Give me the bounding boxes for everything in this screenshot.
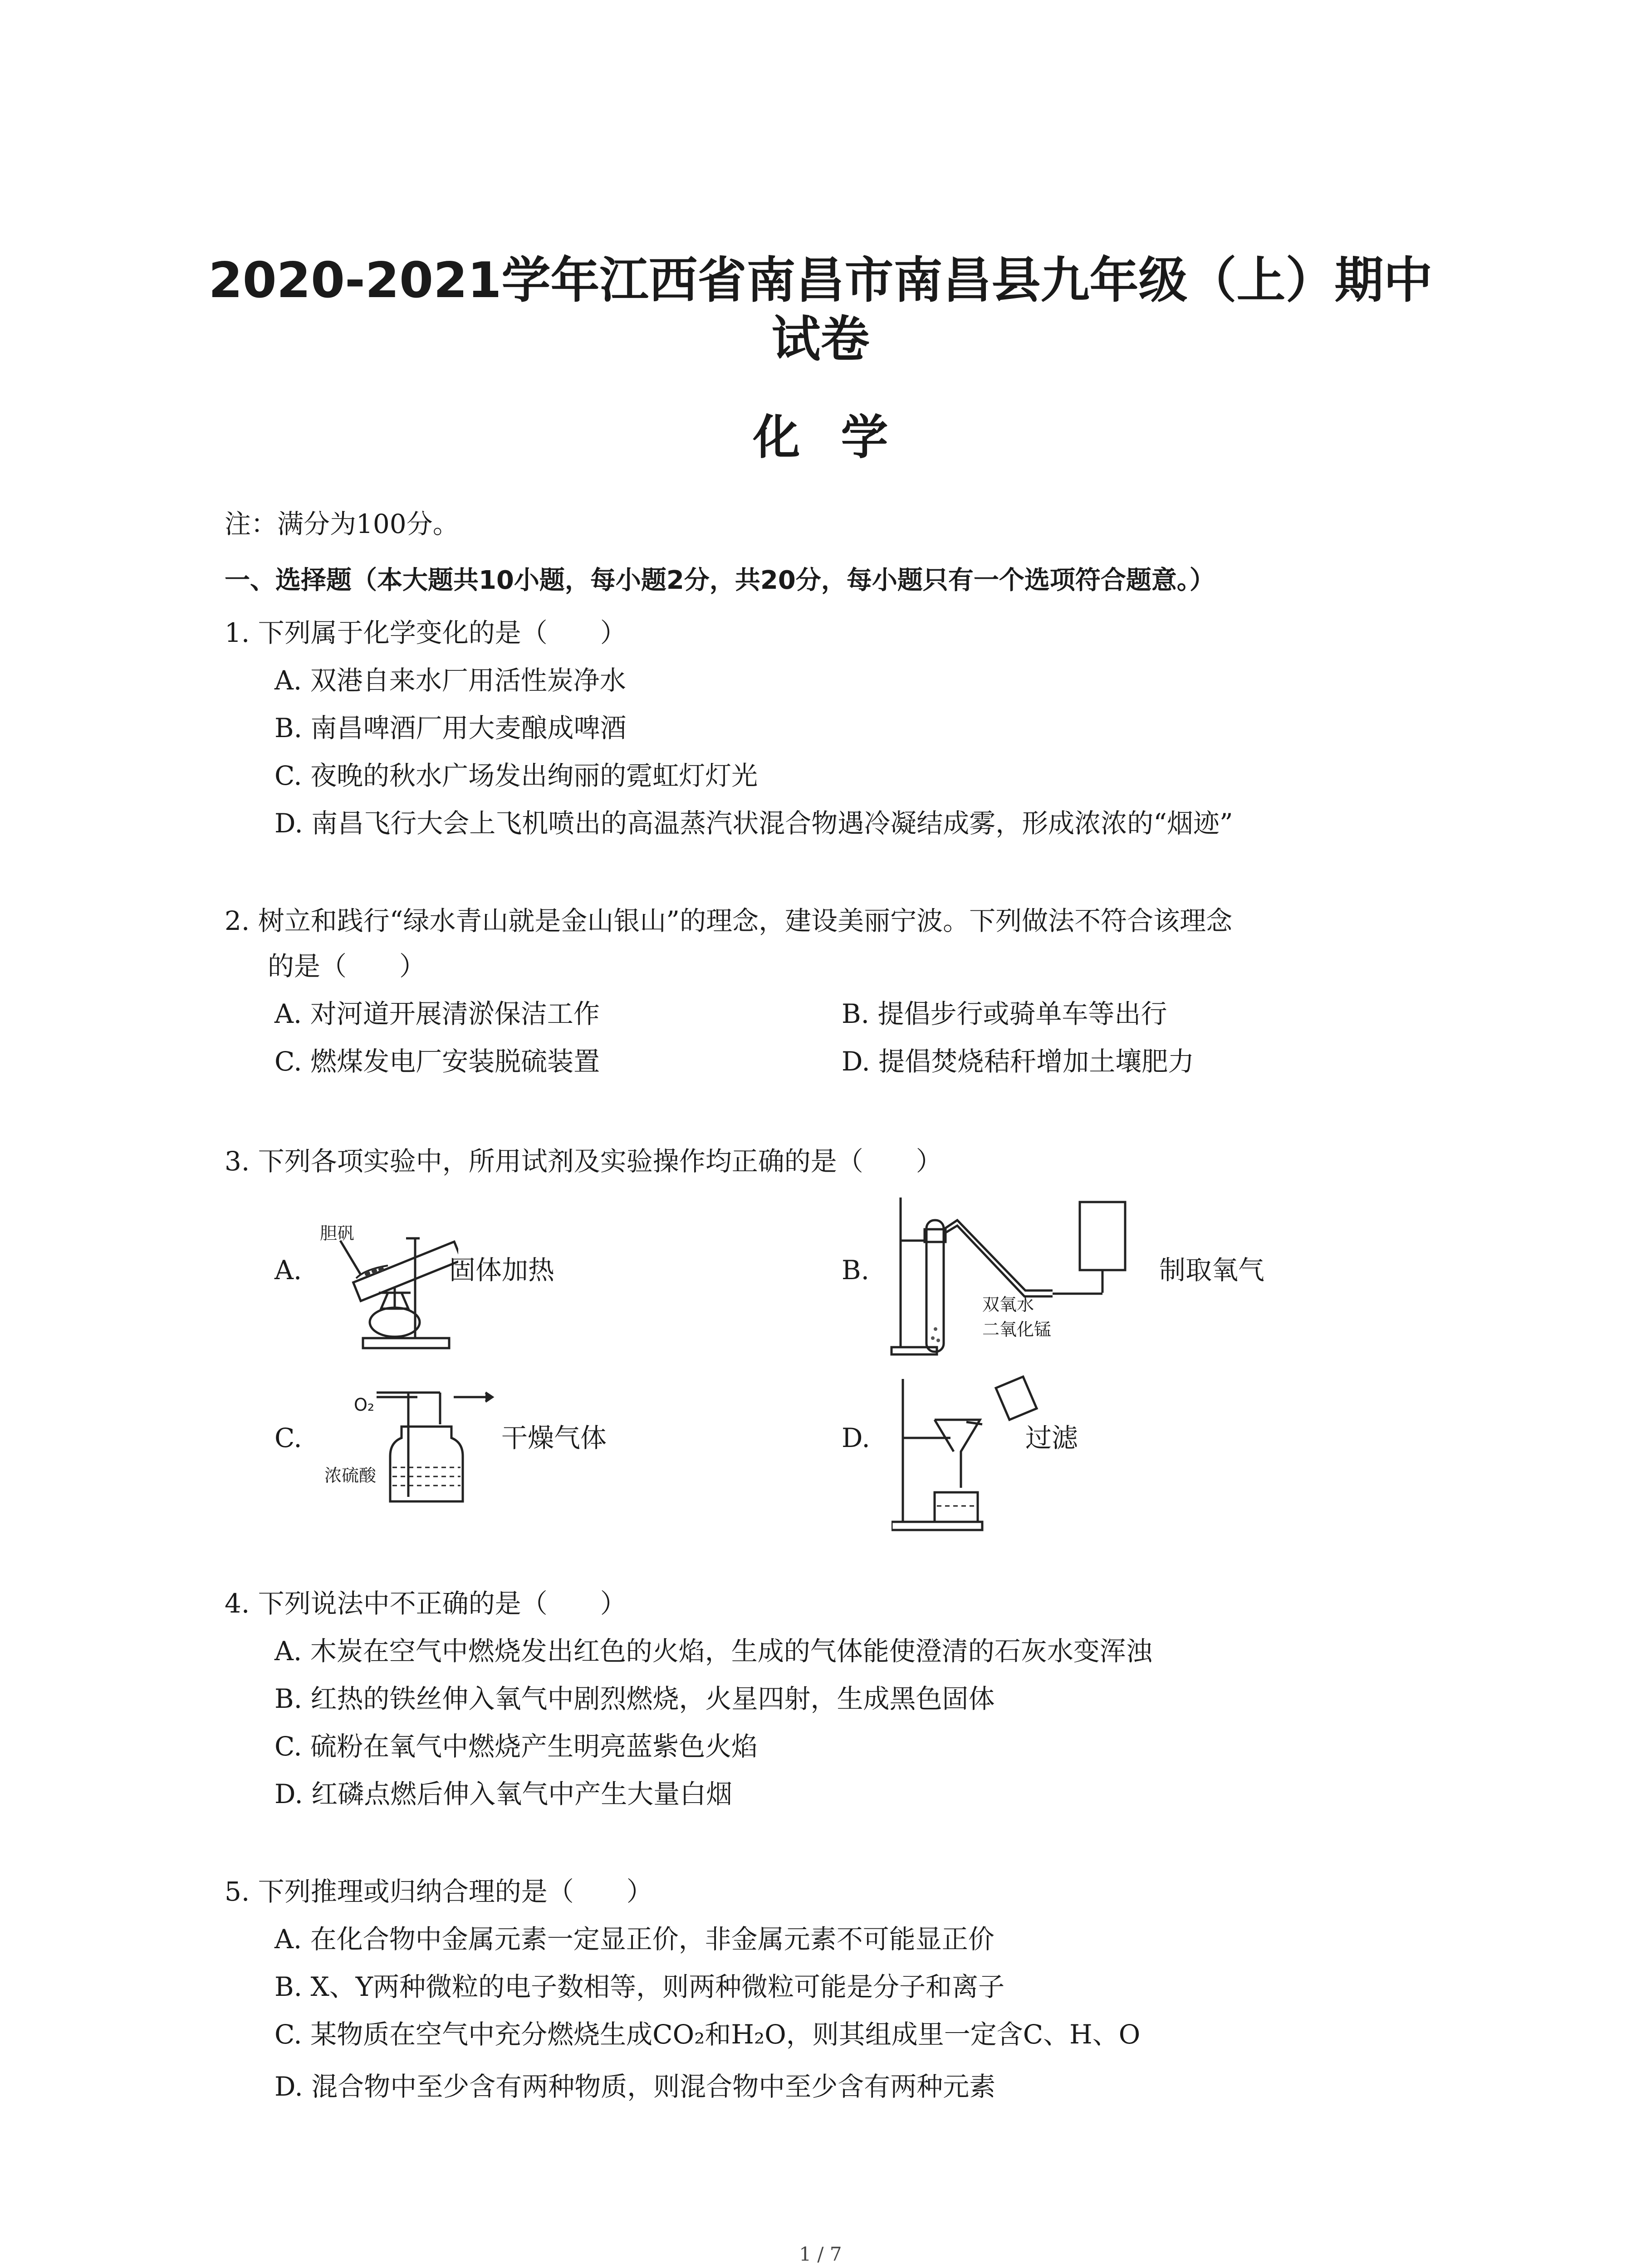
question-3-option-d-caption: 过滤 [1025, 1422, 1078, 1453]
question-2-option-b: B. 提倡步行或骑单车等出行 [842, 998, 1167, 1029]
question-4-option-a: A. 木炭在空气中燃烧发出红色的火焰，生成的气体能使澄清的石灰水变浑浊 [274, 1636, 1152, 1667]
filtration-apparatus-figure [892, 1370, 1041, 1533]
question-1-option-a: A. 双港自来水厂用活性炭净水 [274, 665, 626, 696]
figure-label-manganese-dioxide: 二氧化锰 [982, 1320, 1052, 1339]
question-3-option-c-letter: C. [274, 1422, 302, 1453]
figure-label-oxygen: O₂ [354, 1395, 375, 1415]
figure-label-hydrogen-peroxide: 双氧水 [982, 1295, 1034, 1315]
question-5-option-c: C. 某物质在空气中充分燃烧生成CO₂和H₂O，则其组成里一定含C、H、O [274, 2019, 1141, 2050]
question-2-option-d: D. 提倡焚烧秸秆增加土壤肥力 [842, 1046, 1195, 1077]
gas-drying-bottle-figure [377, 1383, 504, 1510]
question-3-option-d-letter: D. [842, 1422, 870, 1453]
question-3-option-a-caption: 固体加热 [449, 1255, 555, 1286]
page-title-line2: 试卷 [771, 311, 870, 368]
score-note: 注：满分为100分。 [225, 508, 459, 539]
solid-heating-apparatus-figure [313, 1220, 458, 1370]
question-5-stem: 5. 下列推理或归纳合理的是（ ） [225, 1876, 653, 1907]
question-1-stem: 1. 下列属于化学变化的是（ ） [225, 617, 627, 648]
question-3-option-a-letter: A. [274, 1255, 302, 1286]
question-2-option-a: A. 对河道开展清淤保洁工作 [274, 998, 600, 1029]
question-2-stem-line2: 的是（ ） [268, 951, 426, 982]
question-3-stem: 3. 下列各项实验中，所用试剂及实验操作均正确的是（ ） [225, 1146, 942, 1177]
page-title: 2020-2021学年江西省南昌市南昌县九年级（上）期中 [208, 252, 1433, 309]
question-3-option-b-caption: 制取氧气 [1159, 1255, 1265, 1286]
question-5-option-b: B. X、Y两种微粒的电子数相等，则两种微粒可能是分子和离子 [274, 1971, 1005, 2002]
subject-heading: 化学 [753, 410, 929, 465]
question-4-option-c: C. 硫粉在氧气中燃烧产生明亮蓝紫色火焰 [274, 1731, 758, 1762]
question-4-option-b: B. 红热的铁丝伸入氧气中剧烈燃烧，火星四射，生成黑色固体 [274, 1683, 995, 1714]
question-2-option-c: C. 燃煤发电厂安装脱硫装置 [274, 1046, 600, 1077]
question-3-option-c-caption: 干燥气体 [501, 1422, 607, 1453]
question-1-option-d: D. 南昌飞行大会上飞机喷出的高温蒸汽状混合物遇冷凝结成雾，形成浓浓的“烟迹” [274, 808, 1233, 839]
question-1-option-c: C. 夜晚的秋水广场发出绚丽的霓虹灯灯光 [274, 760, 758, 791]
question-5-option-d: D. 混合物中至少含有两种物质，则混合物中至少含有两种元素 [274, 2071, 996, 2102]
question-2-stem-line1: 2. 树立和践行“绿水青山就是金山银山”的理念，建设美丽宁波。下列做法不符合该理念 [225, 905, 1233, 936]
page-number: 1 / 7 [799, 2243, 842, 2265]
figure-label-conc-sulfuric-acid: 浓硫酸 [324, 1466, 377, 1486]
question-4-stem: 4. 下列说法中不正确的是（ ） [225, 1588, 627, 1619]
question-5-option-a: A. 在化合物中金属元素一定显正价，非金属元素不可能显正价 [274, 1924, 994, 1955]
question-1-option-b: B. 南昌啤酒厂用大麦酿成啤酒 [274, 713, 627, 743]
figure-label-danfan: 胆矾 [320, 1223, 355, 1243]
question-3-option-b-letter: B. [842, 1255, 870, 1286]
question-4-option-d: D. 红磷点燃后伸入氧气中产生大量白烟 [274, 1779, 733, 1809]
section-heading: 一、选择题（本大题共10小题，每小题2分，共20分，每小题只有一个选项符合题意。） [225, 566, 1215, 595]
